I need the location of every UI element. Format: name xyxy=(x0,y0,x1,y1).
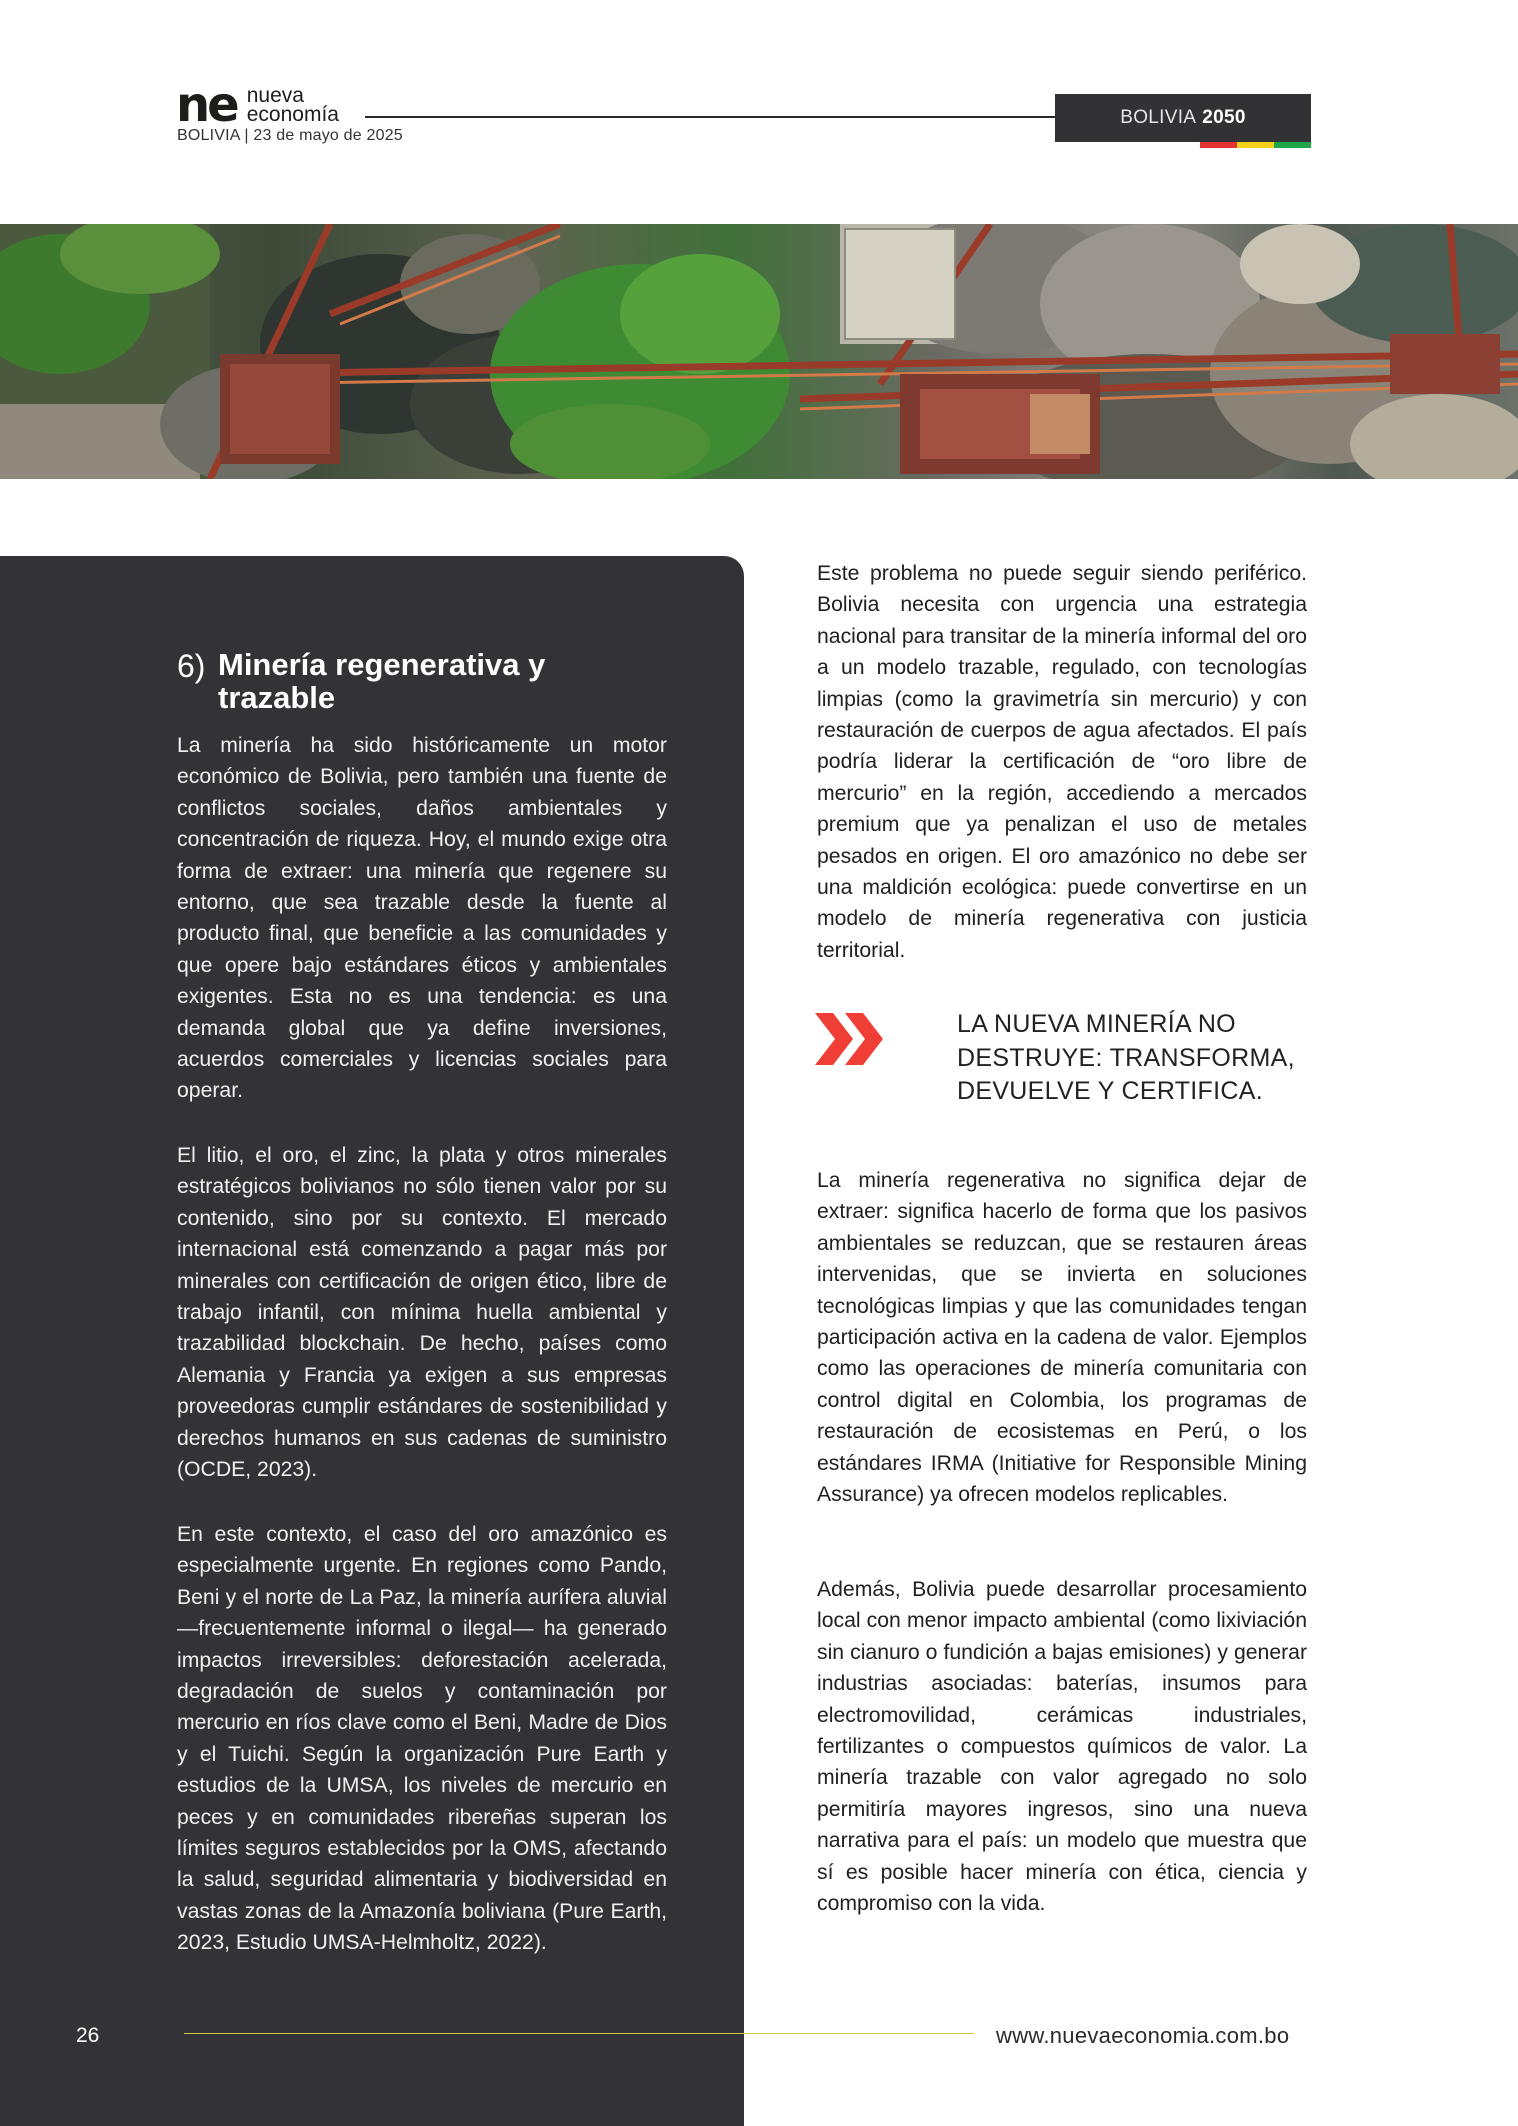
right-paragraph xyxy=(817,1574,1307,1919)
logo-wordmark xyxy=(247,86,339,124)
logo-line-1: nueva xyxy=(246,84,304,107)
flag-stripe-red xyxy=(1200,142,1237,148)
footer-divider xyxy=(184,2033,974,2034)
right-paragraph xyxy=(817,1165,1307,1510)
logo-mark: ne xyxy=(176,77,237,133)
bolivia-2050-badge xyxy=(1055,94,1311,142)
website-link[interactable]: www.nuevaeconomia.com.bo xyxy=(996,2023,1290,2048)
section-number: 6) xyxy=(177,648,206,684)
section-title: Minería regenerativa y trazable xyxy=(218,647,546,715)
hero-image xyxy=(0,224,1518,479)
dateline: BOLIVIA | 23 de mayo de 2025 xyxy=(177,127,403,144)
paragraph-6: Además, Bolivia puede desarrollar procesamiento local con menor impacto ambiental (como lixiviación sin cianuro o fundición a bajas emisiones) y generar industrias asociadas: baterías, insumos para electromovilidad, cerámicas industriales, fertilizantes o compuestos químicos de valor. La minería trazable con valor agregado no solo permitiría mayores ingresos, sino una nueva narrativa para el país: un modelo que muestra que sí es posible hacer minería con ética, ciencia y compromiso con la vida. xyxy=(817,1578,1307,1916)
paragraph-4: Este problema no puede seguir siendo periférico. Bolivia necesita con urgencia una estrategia nacional para transitar de la minería informal del oro a un modelo trazable, regulado, con tecnologías limpias (como la gravimetría sin mercurio) y con restauración de cuerpos de agua afectados. El país podría liderar la certificación de “oro libre de mercurio” en la región, accediendo a mercados premium que ya penalizan el uso de metales pesados en origen. El oro amazónico no debe ser una maldición ecológica: puede convertirse en un modelo de minería regenerativa con justicia territorial. xyxy=(817,562,1307,962)
double-chevron-icon xyxy=(815,1013,885,1065)
flag-stripe-green xyxy=(1274,142,1311,148)
brand-logo[interactable] xyxy=(176,77,339,133)
badge-year: 2050 xyxy=(1202,107,1246,128)
paragraph-5: La minería regenerativa no significa dejar de extraer: significa hacerlo de forma que los pasivos ambientales se reduzcan, que se restauren áreas intervenidas, que se invierta en soluciones tecnológicas limpias y que las comunidades tengan participación activa en la cadena de valor. Ejemplos como las operaciones de minería comunitaria con control digital en Colombia, los programas de restauración de ecosistemas en Perú, o los estándares IRMA (Initiative for Responsible Mining Assurance) ya ofrecen modelos replicables. xyxy=(817,1169,1307,1507)
left-paragraph xyxy=(177,1519,667,1959)
left-paragraph xyxy=(177,1140,667,1485)
aerial-mining-photo xyxy=(0,224,1518,479)
pull-quote: LA NUEVA MINERÍA NO DESTRUYE: TRANSFORMA, DEVUELVE Y CERTIFICA. xyxy=(957,1010,1295,1105)
paragraph-3: En este contexto, el caso del oro amazónico es especialmente urgente. En regiones como Pando, Beni y el norte de La Paz, la minería aurífera aluvial —frecuentemente informal o ilegal— ha generado impactos irreversibles: deforestación acelerada, degradación de suelos y contaminación por mercurio en ríos clave como el Beni, Madre de Dios y el Tuichi. Según la organización Pure Earth y estudios de la UMSA, los niveles de mercurio en peces y en comunidades ribereñas superan los límites seguros establecidos por la OMS, afectando la salud, seguridad alimentaria y biodiversidad en vastas zonas de la Amazonía boliviana (Pure Earth, 2023, Estudio UMSA-Helmholtz, 2022). xyxy=(177,1523,667,1955)
header-divider xyxy=(365,116,1055,118)
left-paragraph xyxy=(177,730,667,1107)
logo-line-2: economía xyxy=(246,103,339,126)
paragraph-1: La minería ha sido históricamente un motor económico de Bolivia, pero también una fuente de conflictos sociales, daños ambientales y concentración de riqueza. Hoy, el mundo exige otra forma de extraer: una minería que regenere su entorno, que sea trazable desde la fuente al producto final, que beneficie a las comunidades y que opere bajo estándares éticos y ambientales exigentes. Esta no es una tendencia: es una demanda global que ya define inversiones, acuerdos comerciales y licencias sociales para operar. xyxy=(177,734,667,1103)
badge-text: BOLIVIA xyxy=(1120,107,1197,128)
paragraph-2: El litio, el oro, el zinc, la plata y otros minerales estratégicos bolivianos no sólo tienen valor por su contenido, sino por su contexto. El mercado internacional está comenzando a pagar más por minerales con certificación de origen ético, libre de trabajo infantil, con mínima huella ambiental y trazabilidad blockchain. De hecho, países como Alemania y Francia ya exigen a sus empresas proveedoras cumplir estándares de sostenibilidad y derechos humanos en sus cadenas de suministro (OCDE, 2023). xyxy=(177,1144,667,1482)
flag-stripe-yellow xyxy=(1237,142,1274,148)
page-number: 26 xyxy=(76,2024,100,2047)
right-paragraph xyxy=(817,558,1307,966)
